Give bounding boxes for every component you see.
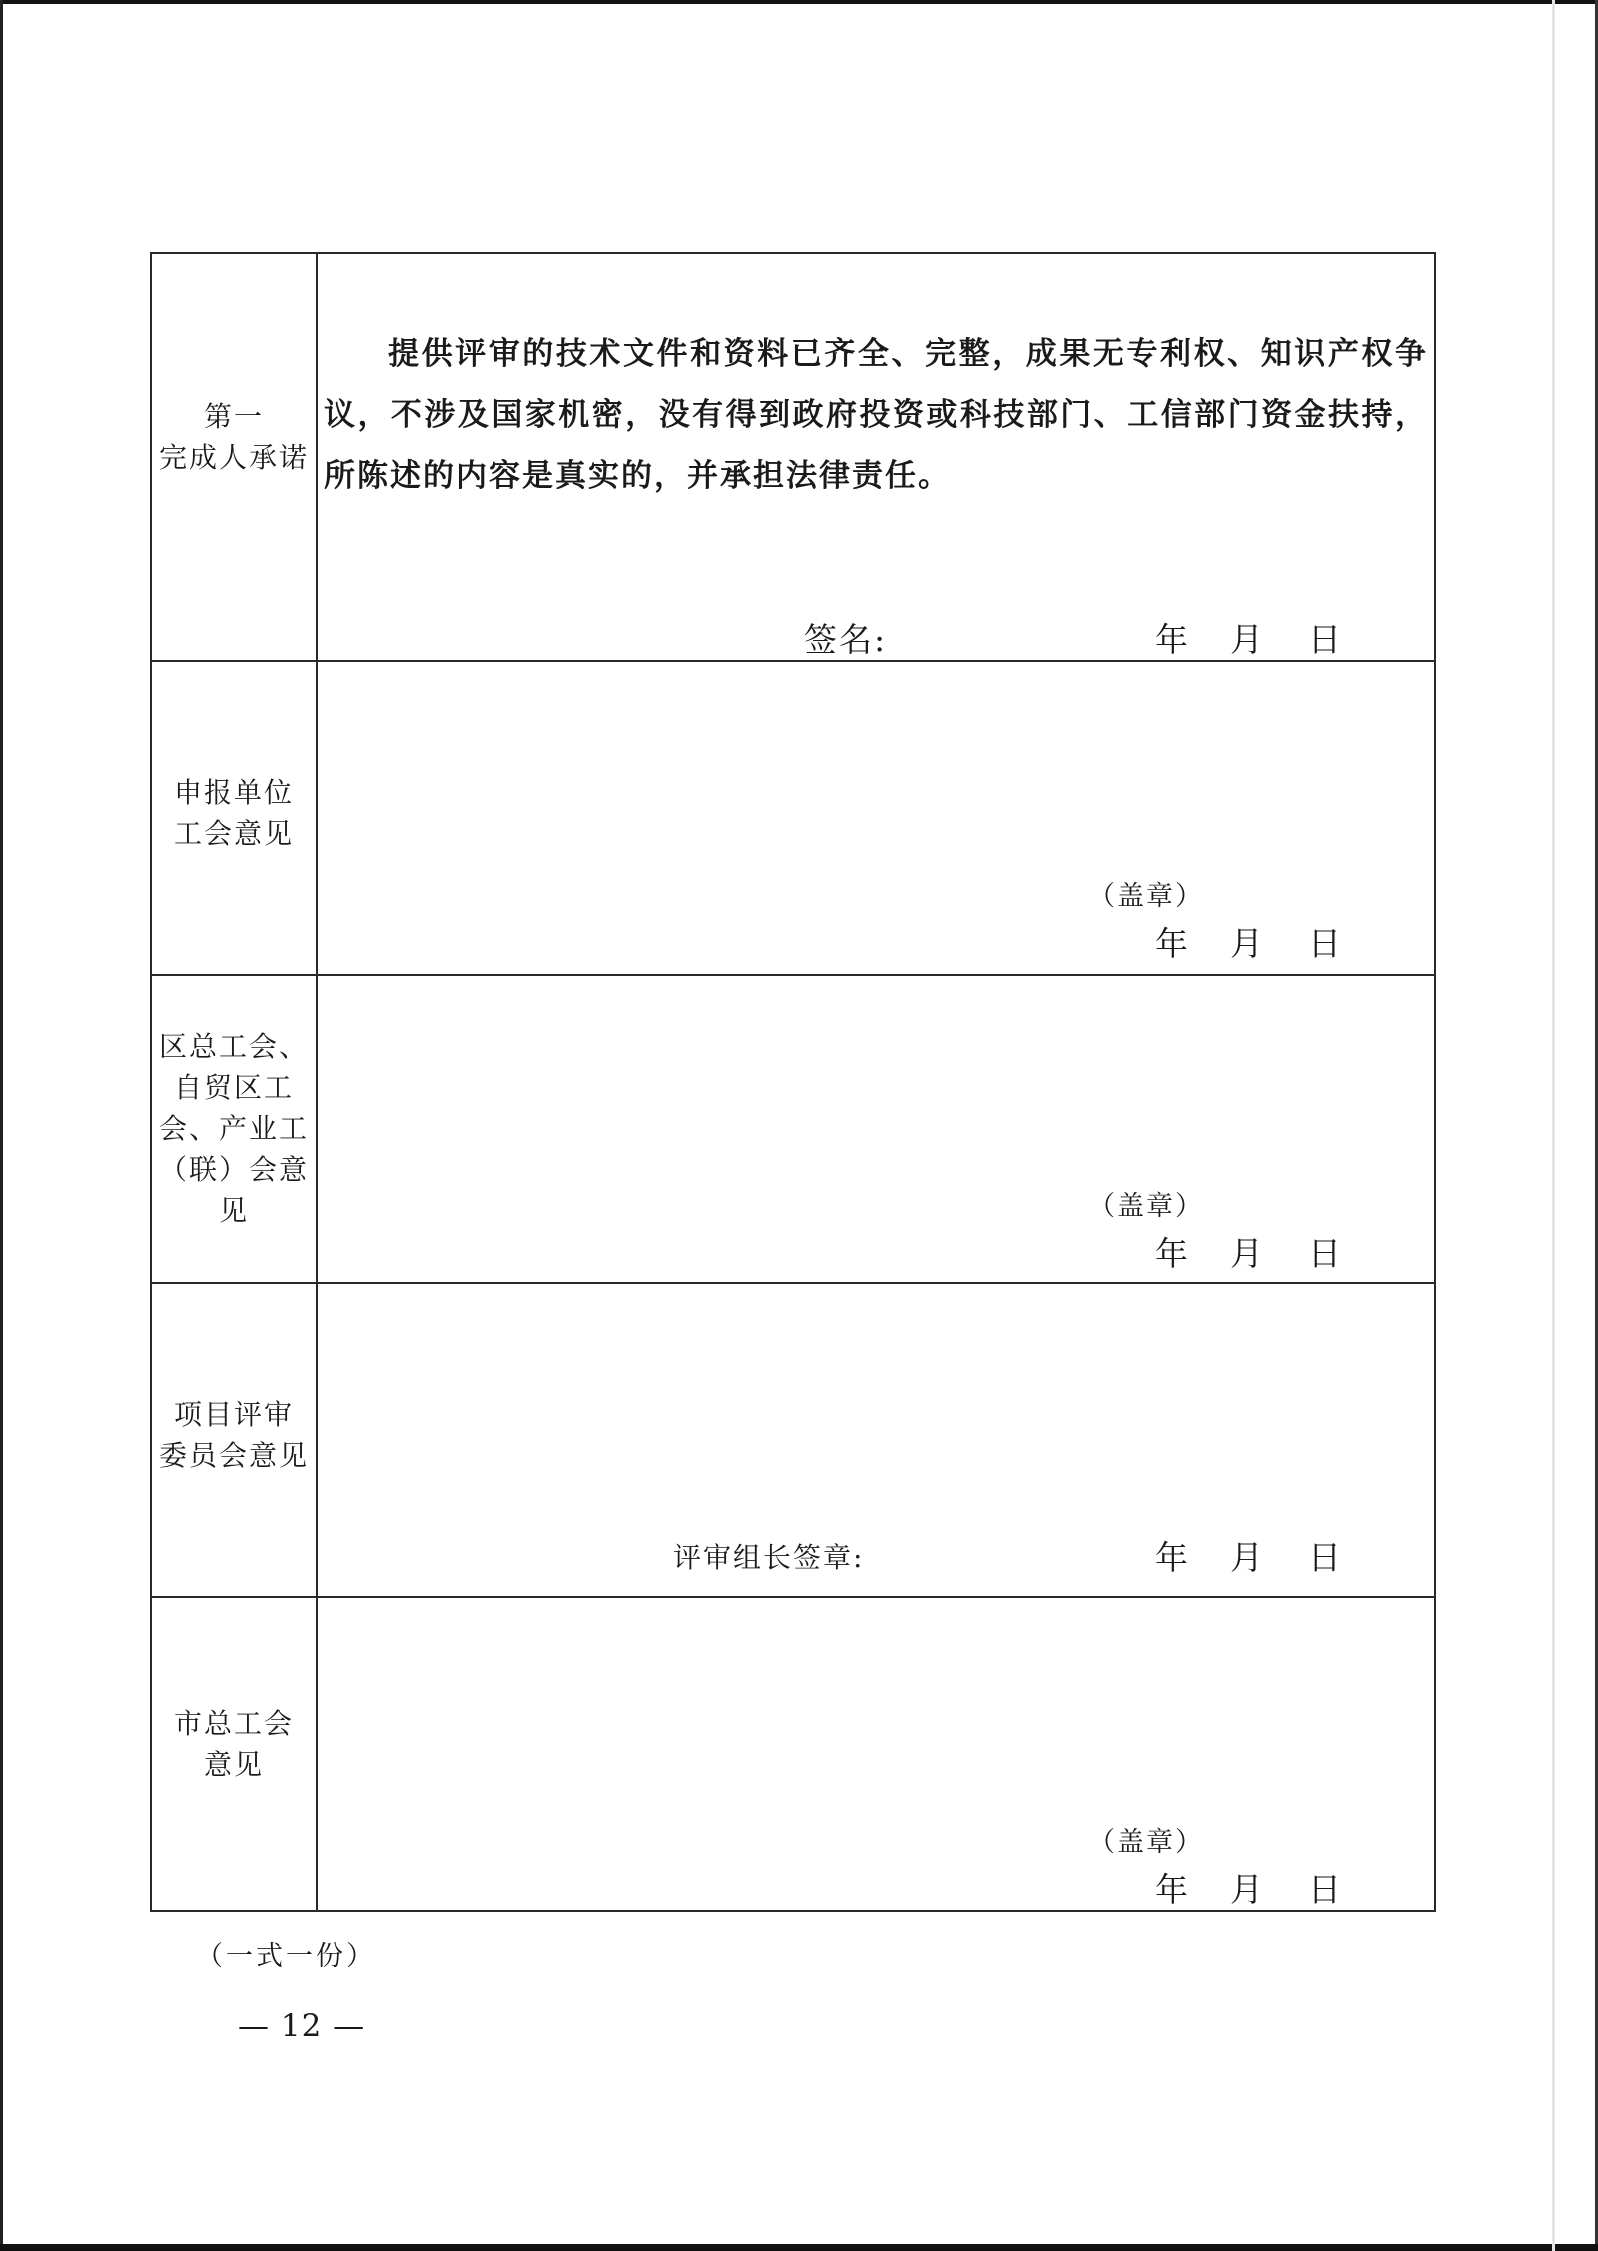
row-label-line: 区总工会、 [158,1029,309,1063]
seal-label: （盖章） [1088,1191,1204,1222]
row-label-cell [151,1597,317,1911]
date-line [318,1532,1428,1577]
date-year: 年 [1155,620,1188,659]
row-label-line: 市总工会 [173,1707,294,1740]
date-month: 月 [1230,924,1263,963]
form-row-district-union [151,975,1435,1283]
pledge-statement: 提供评审的技术文件和资料已齐全、完整，成果无专利权、知识产权争议，不涉及国家机密，没有得到政府投资或科技部门、工信部门资金扶持，所陈述的内容是真实的，并承担法律责任。 [324,336,1428,494]
opinion-content-cell [317,1283,1435,1597]
date-day: 日 [1308,620,1341,659]
form-row-city-union [151,1597,1435,1911]
form-row-review-committee [151,1283,1435,1597]
row-label [152,1703,316,1785]
scan-edge-top [0,0,1598,4]
row-label-line: 会、产业工 [158,1111,309,1145]
scan-edge-bottom [0,2244,1598,2251]
date-year: 年 [1155,1870,1188,1909]
form-row-pledge [151,253,1435,661]
date-day: 日 [1308,1234,1341,1273]
row-label [152,1026,316,1231]
scan-edge-left [0,0,3,2251]
date-year: 年 [1155,924,1188,963]
form-row-unit-union [151,661,1435,975]
copies-note: （一式一份） [196,1941,376,1972]
date-day: 日 [1308,1870,1341,1909]
binding-crease [1552,0,1555,2251]
row-label-line: 见 [218,1193,249,1227]
row-label [152,1394,316,1476]
date-line [318,918,1428,963]
row-label-line: 意见 [203,1748,264,1781]
row-label-line: （联）会意 [158,1152,309,1186]
seal-label: （盖章） [1088,881,1204,912]
row-label-line: 自贸区工 [173,1070,294,1104]
date-day: 日 [1308,924,1341,963]
row-label-cell [151,1283,317,1597]
row-label-cell [151,661,317,975]
row-label-line: 完成人承诺 [158,441,309,474]
date-day: 日 [1308,1538,1341,1577]
opinion-content-cell [317,975,1435,1283]
seal-label: （盖章） [1088,1827,1204,1858]
row-label [152,396,316,478]
row-label-line: 委员会意见 [158,1439,309,1472]
row-label-cell [151,975,317,1283]
date-year: 年 [1155,1234,1188,1273]
date-year: 年 [1155,1538,1188,1577]
page-number: — 12 — [238,2008,366,2044]
date-month: 月 [1230,620,1263,659]
row-label [152,772,316,854]
row-label-line: 申报单位 [173,776,294,809]
row-label-line: 项目评审 [173,1398,294,1431]
approval-form-table [150,252,1436,1912]
row-label-cell [151,253,317,661]
date-line [318,1864,1428,1909]
opinion-content-cell [317,661,1435,975]
row-label-line: 工会意见 [173,817,294,850]
date-line [318,614,1428,659]
pledge-content-cell [317,253,1435,661]
date-month: 月 [1230,1234,1263,1273]
date-month: 月 [1230,1538,1263,1577]
date-month: 月 [1230,1870,1263,1909]
row-label-line: 第一 [203,400,264,433]
opinion-content-cell [317,1597,1435,1911]
date-line [318,1228,1428,1273]
signature-label: 签名: [804,620,888,659]
review-leader-sign-label: 评审组长签章: [673,1541,865,1574]
